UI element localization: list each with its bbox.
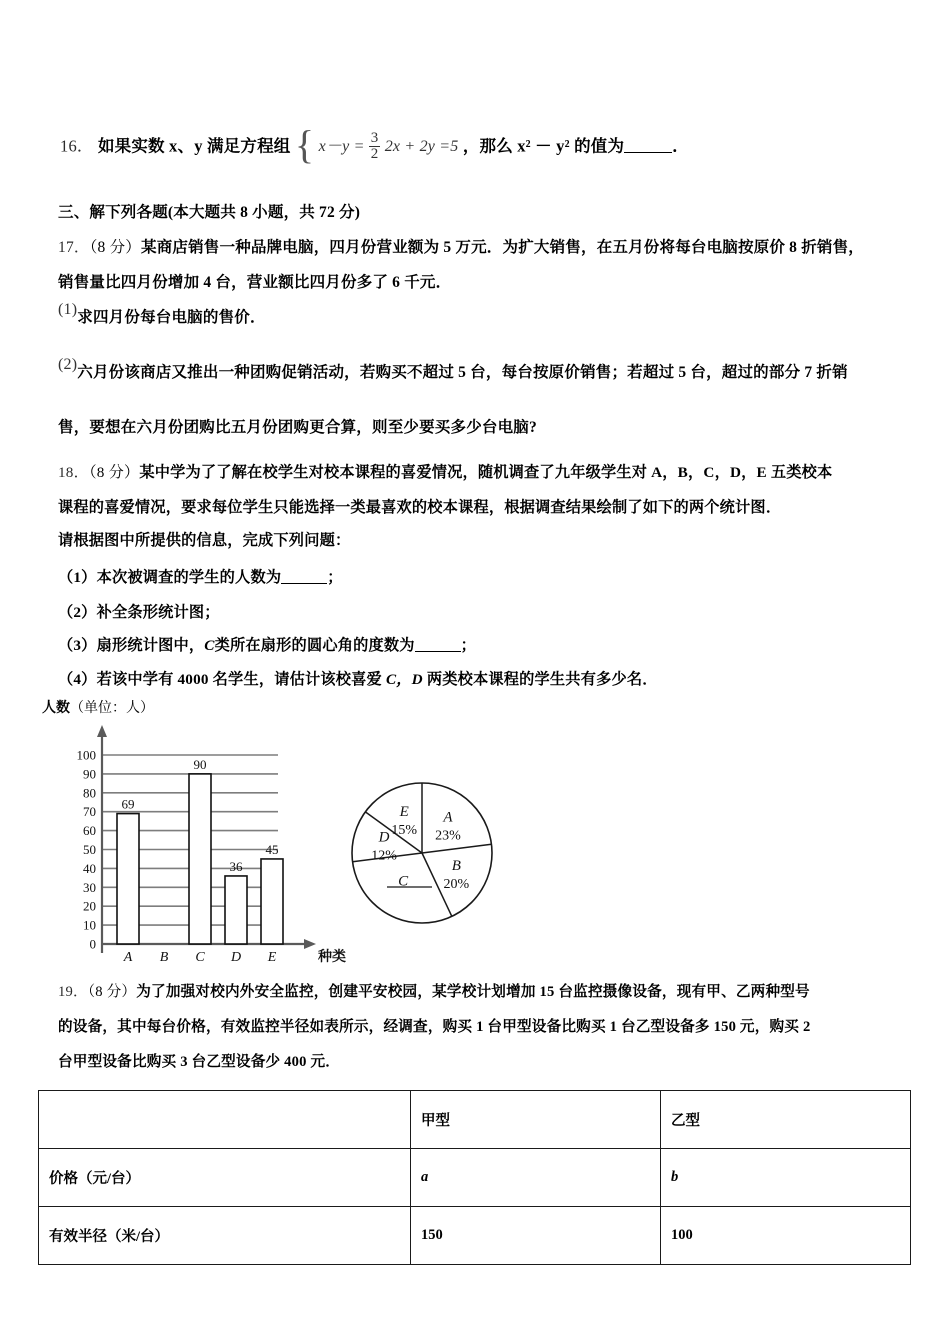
statistics-figures [40, 695, 560, 965]
question-16-lead: 如果实数 x、y 满足方程组 [97, 136, 291, 156]
bar-value-C: 90 [193, 756, 207, 772]
question-19-text-1: 为了加强对校内外安全监控，创建平安校园，某学校计划增加 15 台监控摄像设备，现有甲、乙两种型号 [136, 984, 810, 1000]
y-tick-label: 20 [83, 898, 96, 914]
equation-lines [319, 132, 459, 163]
bar-E [261, 859, 283, 944]
bar-chart-ylabel: 人数 [42, 701, 70, 716]
brace-icon: { [294, 121, 315, 167]
question-18-sub-2: （2）补全条形统计图； [58, 604, 220, 621]
answer-blank-16[interactable] [624, 152, 672, 153]
pie-value-D: 12% [371, 848, 397, 864]
cell-yi-0: b [661, 1149, 911, 1207]
question-18-sub-4-text-a: （4）若该中学有 4000 名学生，请估计该校喜爱 [58, 671, 386, 688]
question-17-sub-2-line-2: 售，要想在六月份团购比五月份团购更合算，则至少要买多少台电脑? [58, 419, 537, 436]
cell-jia-1: 150 [411, 1207, 661, 1265]
question-16 [60, 121, 689, 167]
question-19-line-3: 台甲型设备比购买 3 台乙型设备少 400 元． [58, 1054, 341, 1070]
table-row [39, 1207, 911, 1265]
answer-blank-18-1[interactable] [281, 583, 327, 584]
question-18-text-1: 某中学为了了解在校学生对校本课程的喜爱情况，随机调查了九年级学生对 A，B，C，D，E 五类校本 [139, 464, 833, 481]
question-17-sub-2 [58, 356, 848, 381]
bar-C [189, 774, 211, 944]
question-18-sub-3 [58, 638, 476, 653]
bar-value-E: 45 [265, 841, 279, 857]
question-16-period: ． [672, 136, 689, 156]
question-16-number: 16． [60, 136, 94, 156]
question-19-score: （8 分） [87, 984, 137, 1000]
cell-jia-0: a [411, 1149, 661, 1207]
bar-D [225, 876, 247, 944]
question-17-sub-2-text-1: 六月份该商店又推出一种团购促销活动，若购买不超过 5 台，每台按原价销售；若超过 5 台，超过的部分 7 折销 [77, 364, 848, 381]
table-header-cell-2: 乙型 [661, 1091, 911, 1149]
bar-chart-title [42, 697, 154, 717]
question-18-sub-1 [58, 570, 343, 585]
answer-blank-18-3[interactable] [415, 651, 461, 652]
question-18-sub-3-tail: ； [460, 637, 477, 654]
y-axis-arrow-icon [97, 725, 107, 737]
table-header-cell-1: 甲型 [411, 1091, 661, 1149]
category-label-D: D [230, 950, 242, 965]
question-19-line-1 [58, 985, 810, 1000]
question-17-score: （8 分） [89, 239, 141, 256]
y-tick-label: 60 [83, 823, 96, 839]
bar-value-D: 36 [229, 858, 243, 874]
bar-chart-unit: （单位：人） [70, 701, 154, 716]
question-17-text-1: 某商店销售一种品牌电脑，四月份营业额为 5 万元．为扩大销售，在五月份将每台电脑按原价 8 折销售， [141, 239, 865, 256]
category-label-C: C [195, 950, 205, 965]
bar-chart-xlabel: 种类 [318, 948, 346, 964]
equation-line-2: 2x + 2y =5 [384, 138, 459, 156]
pie-value-E: 15% [391, 823, 418, 839]
section-3-heading: 三、解下列各题(本大题共 8 小题，共 72 分) [58, 204, 361, 221]
question-18-sub-4-text-c: 两类校本课程的学生共有多少名． [422, 671, 658, 688]
y-tick-label: 40 [83, 860, 96, 876]
question-18-sub-3-category: C [204, 637, 215, 654]
table-header-cell-0 [39, 1091, 411, 1149]
y-tick-label: 70 [83, 804, 96, 820]
question-18-sub-3-text-a: （3）扇形统计图中， [58, 637, 205, 654]
row-label-1: 有效半径（米/台） [39, 1207, 411, 1265]
pie-label-E: E [399, 804, 409, 821]
question-18-score: （8 分） [88, 464, 140, 481]
question-19-line-2: 的设备，其中每台价格，有效监控半径如表所示，经调查，购买 1 台甲型设备比购买 1 台乙型设备多 150 元，购买 2 [58, 1019, 811, 1035]
question-18-sub-1-tail: ； [327, 569, 343, 586]
pie-label-A: A [443, 809, 453, 826]
question-18-line-3: 请根据图中所提供的信息，完成下列问题： [58, 532, 351, 549]
question-17-sub-1-text: 求四月份每台电脑的售价． [77, 309, 266, 326]
bar-value-A: 69 [121, 796, 135, 812]
question-18-number: 18． [58, 464, 89, 481]
pie-value-A: 23% [435, 828, 461, 844]
equation-line-1 [318, 130, 385, 162]
fraction-three-halves [369, 131, 381, 162]
row-label-0: 价格（元/台） [39, 1149, 411, 1207]
fraction-denominator: 2 [370, 146, 379, 162]
equipment-table [38, 1090, 911, 1265]
question-17-sub-1 [58, 301, 266, 326]
pie-label-C: C [398, 873, 409, 890]
y-tick-label: 30 [83, 879, 96, 895]
table-header-row [39, 1091, 911, 1149]
question-18-line-1 [58, 465, 832, 480]
question-18-sub-3-text-c: 类所在扇形的圆心角的度数为 [214, 637, 415, 654]
y-tick-label: 0 [89, 936, 96, 952]
question-17-sub-1-number: (1) [58, 301, 78, 318]
bar-chart [40, 695, 370, 965]
category-label-E: E [267, 950, 277, 965]
y-tick-label: 80 [83, 785, 96, 801]
question-17-line-1 [58, 240, 864, 256]
question-17-number: 17． [58, 239, 90, 256]
category-label-B: B [159, 950, 169, 965]
category-label-A: A [123, 950, 133, 965]
question-17-line-2: 销售量比四月份增加 4 台，营业额比四月份多了 6 千元． [58, 274, 452, 291]
bar-chart-svg [40, 695, 370, 965]
pie-chart-svg [340, 775, 540, 950]
question-18-sub-1-text: （1）本次被调查的学生的人数为 [58, 569, 282, 586]
equation-system [294, 121, 459, 167]
cell-yi-1: 100 [661, 1207, 911, 1265]
pie-label-D: D [378, 829, 390, 846]
pie-chart [340, 775, 540, 950]
y-tick-label: 100 [76, 747, 96, 763]
question-18-line-2: 课程的喜爱情况，要求每位学生只能选择一类最喜欢的校本课程，根据调查结果绘制了如下的两个统计图． [58, 499, 782, 516]
pie-label-B: B [451, 857, 461, 874]
table-row [39, 1149, 911, 1207]
y-tick-label: 50 [83, 842, 96, 857]
equation-1-left: x－y = [318, 138, 365, 156]
question-18-sub-4-categories: C，D [385, 671, 423, 688]
question-18-sub-4 [58, 672, 658, 687]
question-16-tail: ，那么 x² － y² 的值为 [462, 136, 625, 156]
y-tick-label: 90 [83, 766, 96, 782]
question-19-number: 19． [58, 984, 88, 1000]
pie-value-B: 20% [443, 876, 470, 892]
x-axis-arrow-icon [304, 939, 316, 949]
bar-A [117, 814, 139, 944]
y-tick-label: 10 [83, 917, 96, 933]
fraction-numerator: 3 [370, 130, 379, 146]
question-17-sub-2-number: (2) [58, 356, 78, 373]
